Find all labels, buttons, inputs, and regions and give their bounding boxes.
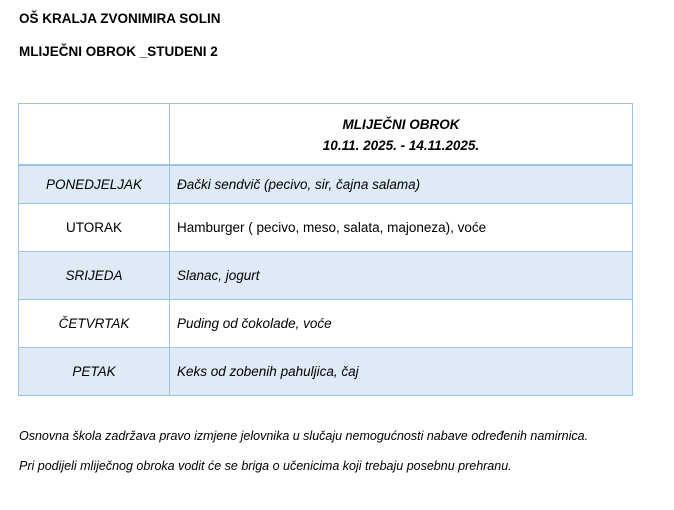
document-subtitle: MLIJEČNI OBROK _STUDENI 2 — [19, 44, 218, 59]
day-cell: PETAK — [19, 348, 170, 396]
table-header-row — [19, 104, 633, 166]
day-cell: PONEDJELJAK — [19, 165, 170, 204]
day-cell: ČETVRTAK — [19, 300, 170, 348]
date-range: 10.11. 2025. - 14.11.2025. — [322, 138, 480, 153]
meal-cell: Puding od čokolade, voće — [170, 300, 633, 348]
school-name: OŠ KRALJA ZVONIMIRA SOLIN — [19, 11, 221, 26]
meal-table — [18, 103, 633, 396]
day-cell: UTORAK — [19, 204, 170, 252]
table-row — [19, 204, 633, 252]
meal-cell: Slanac, jogurt — [170, 252, 633, 300]
header-title-cell — [170, 104, 633, 166]
meal-cell: Keks od zobenih pahuljica, čaj — [170, 348, 633, 396]
header-empty-cell — [19, 104, 170, 166]
table-row — [19, 165, 633, 204]
table-row — [19, 252, 633, 300]
meal-cell: Đački sendvič (pecivo, sir, čajna salama) — [170, 165, 633, 204]
day-cell: SRIJEDA — [19, 252, 170, 300]
table-title: MLIJEČNI OBROK — [342, 117, 460, 132]
table-row — [19, 300, 633, 348]
note-menu-change: Osnovna škola zadržava pravo izmjene jelovnika u slučaju nemogućnosti nabave određenih namirnica. — [19, 429, 589, 443]
table-row — [19, 348, 633, 396]
meal-cell: Hamburger ( pecivo, meso, salata, majoneza), voće — [170, 204, 633, 252]
note-special-diet: Pri podijeli mliječnog obroka vodit će se briga o učenicima koji trebaju posebnu prehranu. — [19, 459, 512, 473]
